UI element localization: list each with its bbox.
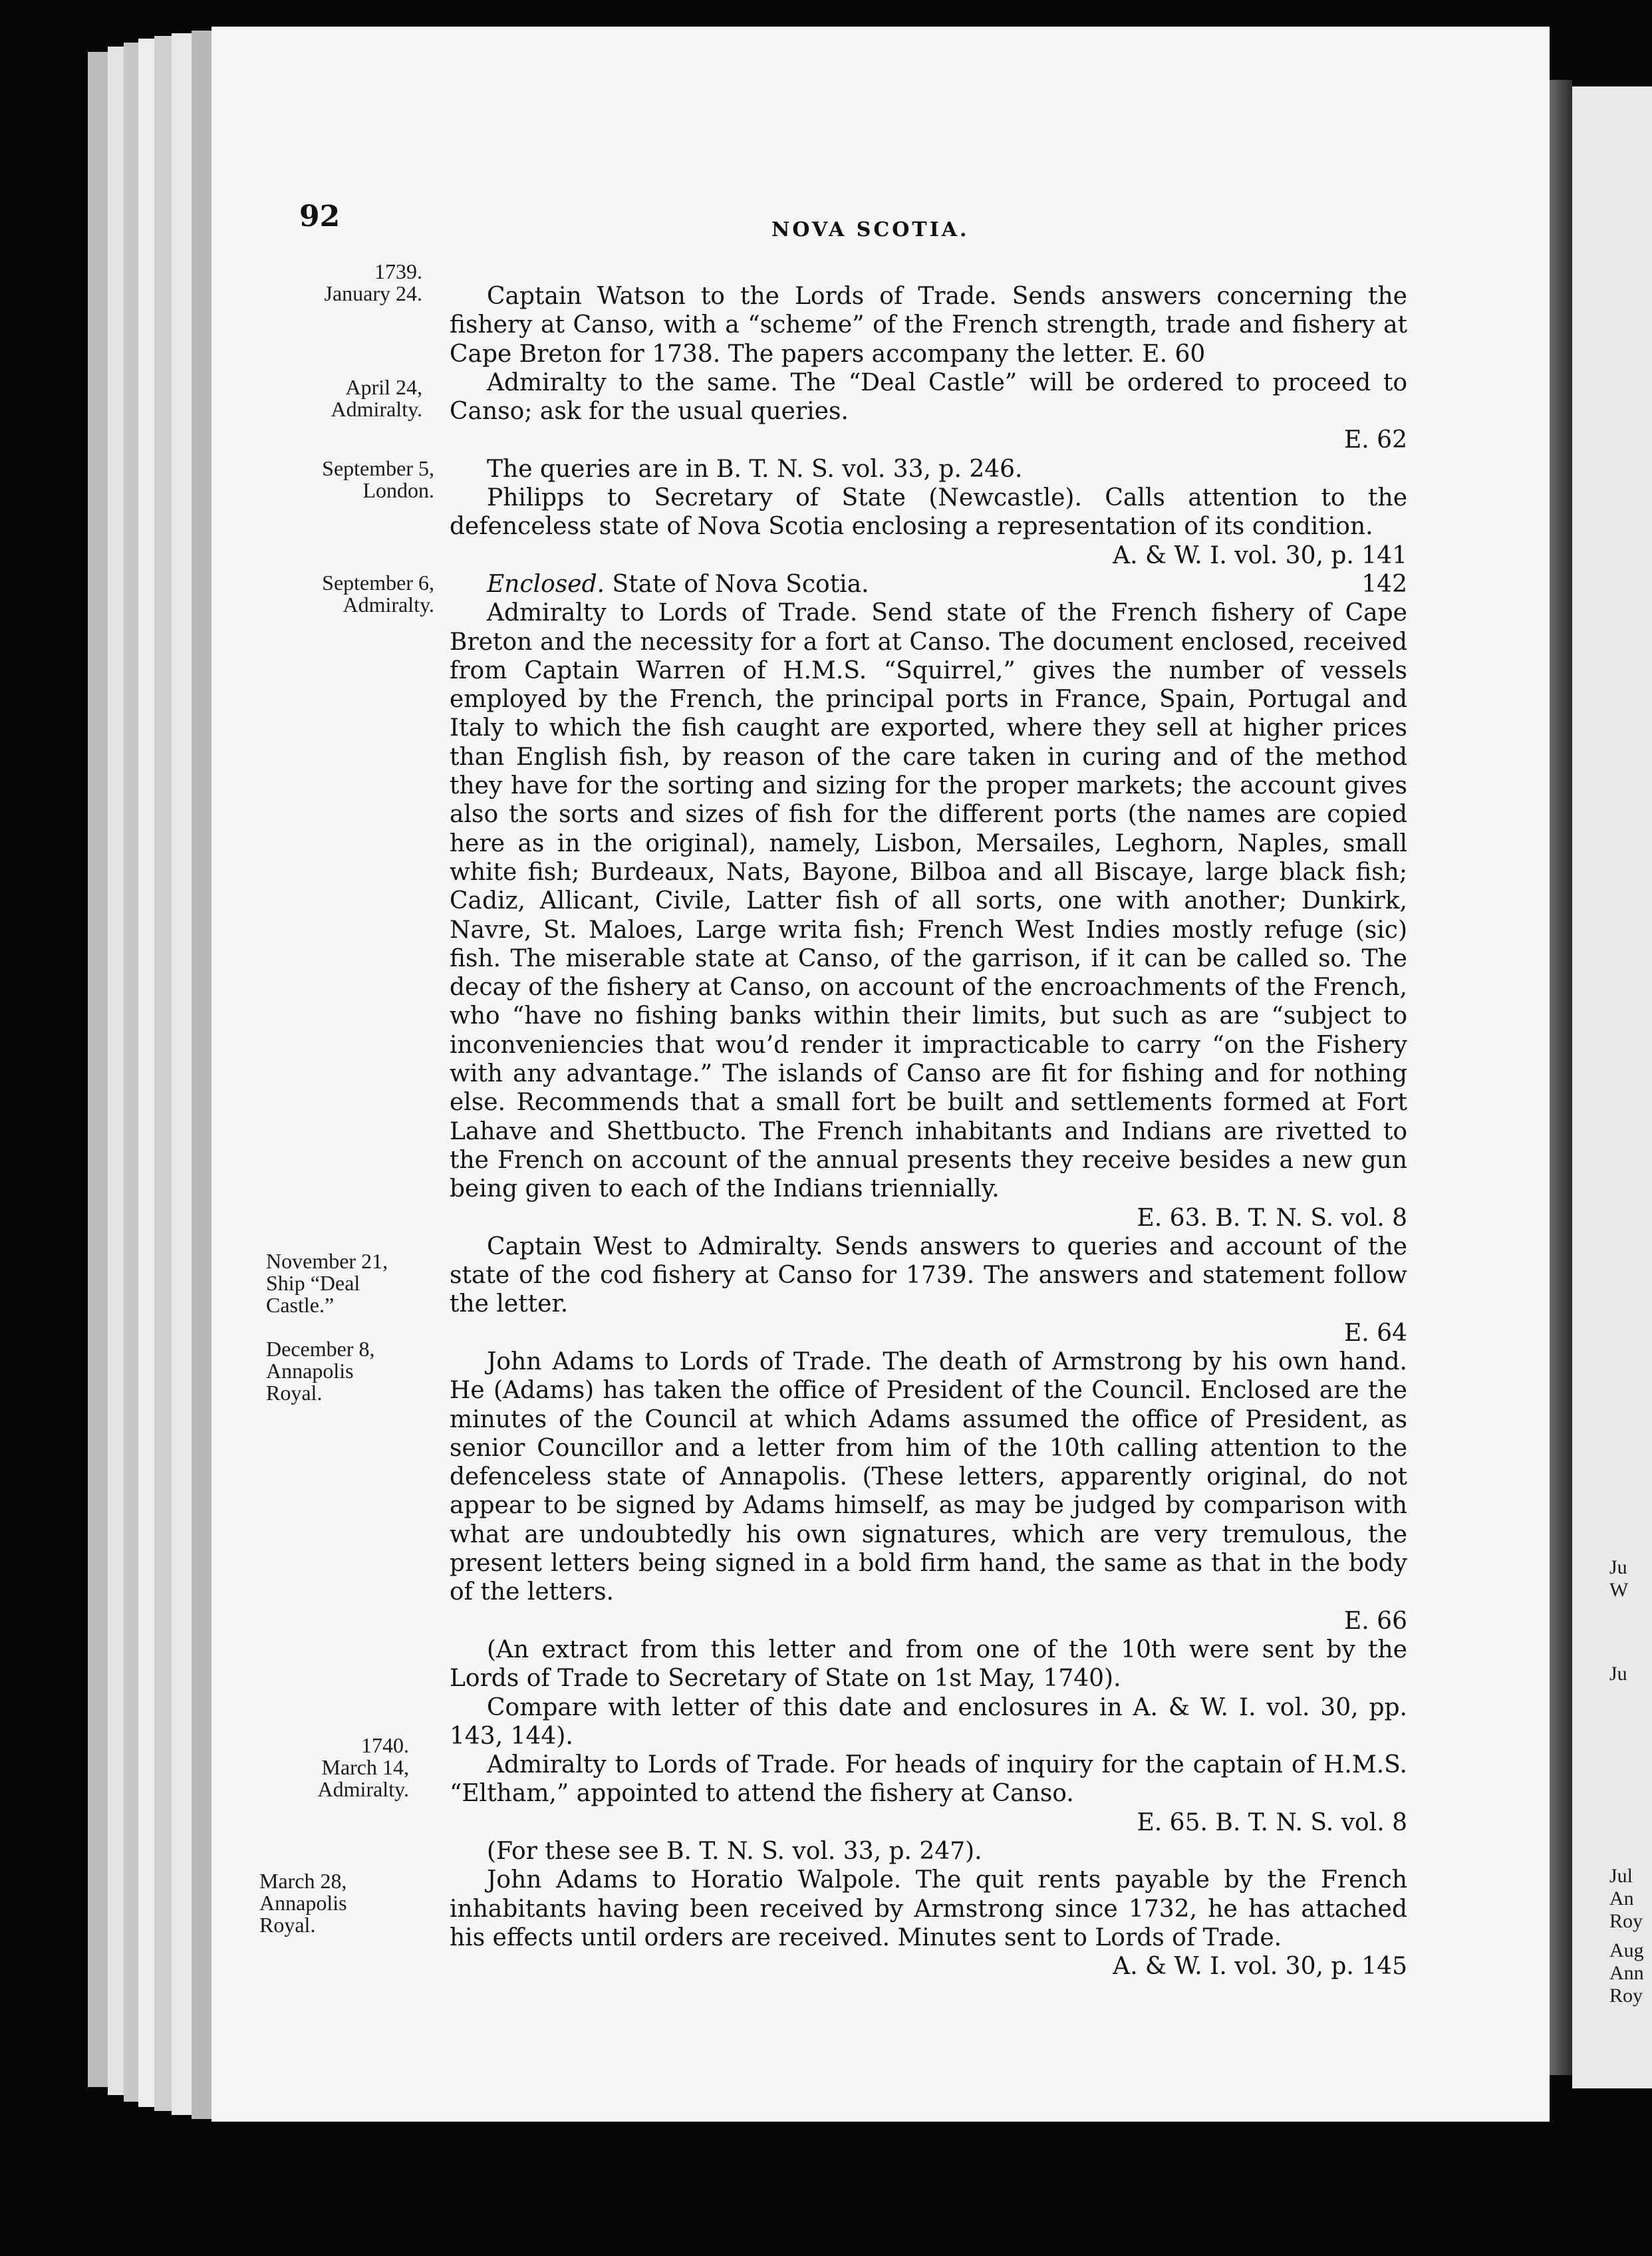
margin-note: September 6, Admiralty. (322, 571, 434, 617)
facing-page-fragment: Roy (1609, 1910, 1643, 1932)
entry-paragraph: Compare with letter of this date and enclosures in A. & W. I. vol. 30, pp. 143, 144). (450, 1693, 1407, 1750)
entry-paragraph: Admiralty to the same. The “Deal Castle” will be ordered to proceed to Canso; ask for the usual queries. E. 62 (450, 368, 1407, 454)
margin-note: 1739. January 24. (324, 259, 422, 305)
facing-page-fragment: An (1609, 1888, 1634, 1909)
entry-paragraph: John Adams to Horatio Walpole. The quit rents payable by the French inhabitants having been received by Armstrong since 1732, he has attached his effects until orders are received. Minutes sent to Lords of Trade. A. & W. I. vol. 30, p. 145 (450, 1866, 1407, 1981)
entry-paragraph: Philipps to Secretary of State (Newcastle). Calls attention to the defenceless state of Nova Scotia enclosing a representation of its condition. A. & W. I. vol. 30, p. 141 (450, 484, 1407, 569)
enclosed-label: Enclosed. (487, 570, 605, 598)
entry-paragraph: Admiralty to Lords of Trade. Send state of the French fishery of Cape Breton and the necessity for a fort at Canso. The document enclosed, received from Captain Warren of H.M.S. “Squirrel,” gives the number of vessels employed by the French, the principal ports in France, Spain, Portugal and Italy to which the fish caught are exported, where they sell at higher prices than English fish, by reason of the care taken in curing and of the method they have for the sorting and sizing for the proper markets; the account gives also the sorts and sizes of fish for the different ports (the names are copied here as in the original), namely, Lisbon, Mersailes, Leghorn, Naples, small white fish; Burdeaux, Nats, Bayone, Bilboa and all Biscaye, large black fish; Cadiz, Allicant, Civile, Latter fish of all sorts, one with another; Dunkirk, Navre, St. Maloes, Large writa fish; French West Indies mostly refuge (sic) fish. The miserable state at Canso, of the garrison, if it can be called so. The decay of the fishery at Canso, on account of the encroachments of the French, who “have no fishing banks within their limits, but such as are “subject to inconveniencies that wou’d render it impracticable to carry “on the Fishery with any advantage.” The islands of Canso are fit for fishing and for nothing else. Recommends that a small fort be built and settlements formed at Fort Lahave and Shettbucto. The French inhabitants and Indians are rivetted to the French on account of the annual presents they receive besides a new gun being given to each of the Indians triennially. E. 63. B. T. N. S. vol. 8 (450, 599, 1407, 1232)
reference: E. 63. B. T. N. S. vol. 8 (1137, 1204, 1407, 1232)
reference: 142 (1361, 570, 1407, 598)
facing-page-fragment: Jul (1609, 1865, 1633, 1887)
page-edge (172, 33, 192, 2115)
reference: E. 65. B. T. N. S. vol. 8 (1137, 1808, 1407, 1836)
page-edge (124, 43, 138, 2102)
margin-note: 1740. March 14, Admiralty. (317, 1733, 409, 1801)
page-edge (192, 31, 211, 2119)
page-edge (88, 52, 108, 2087)
entry-paragraph: Admiralty to Lords of Trade. For heads of inquiry for the captain of H.M.S. “Eltham,” appointed to attend the fishery at Canso. E. 65. B. T. N. S. vol. 8 (450, 1751, 1407, 1836)
entry-paragraph: The queries are in B. T. N. S. vol. 33, p. 246. (487, 455, 1023, 483)
running-head: NOVA SCOTIA. (771, 218, 970, 241)
facing-page-fragment: Ann (1609, 1962, 1644, 1984)
reference: E. 66 (1344, 1607, 1407, 1635)
page-edge (138, 39, 154, 2107)
reference: A. & W. I. vol. 30, p. 141 (1113, 541, 1407, 569)
margin-note: March 28, Annapolis Royal. (259, 1869, 347, 1937)
facing-page-fragment: Ju (1609, 1556, 1627, 1578)
entry-paragraph: Enclosed. State of Nova Scotia. 142 (487, 570, 1407, 598)
facing-page-fragment: Aug (1609, 1939, 1644, 1961)
page-number: 92 (299, 200, 341, 233)
reference: E. 62 (1344, 426, 1407, 454)
margin-note: December 8, Annapolis Royal. (266, 1337, 375, 1405)
page-edge (108, 47, 124, 2095)
book-gutter (1550, 80, 1572, 2075)
entry-paragraph: Captain West to Admiralty. Sends answers to queries and account of the state of the cod fishery at Canso for 1739. The answers and statement follow the letter. E. 64 (450, 1232, 1407, 1347)
entry-paragraph: (An extract from this letter and from one of the 10th were sent by the Lords of Trade to Secretary of State on 1st May, 1740). (450, 1635, 1407, 1693)
facing-page (1572, 86, 1652, 2088)
facing-page-fragment: Roy (1609, 1985, 1643, 2007)
reference: E. 64 (1344, 1319, 1407, 1347)
margin-note: September 5, London. (322, 456, 434, 502)
entry-paragraph: John Adams to Lords of Trade. The death of Armstrong by his own hand. He (Adams) has taken the office of President of the Council. Enclosed are the minutes of the Council at which Adams assumed the office of President, as senior Councillor and a letter from him of the 10th calling attention to the defenceless state of Annapolis. (These letters, apparently original, do not appear to be signed by Adams himself, as may be judged by comparison with what are undoubtedly his own signatures, which are very tremulous, the present letters being signed in a bold firm hand, the same as that in the body of the letters. E. 66 (450, 1347, 1407, 1635)
facing-page-fragment: Ju (1609, 1663, 1627, 1685)
entry-paragraph: (For these see B. T. N. S. vol. 33, p. 247). (487, 1838, 982, 1866)
margin-note: April 24, Admiralty. (331, 375, 422, 421)
margin-note: November 21, Ship “Deal Castle.” (266, 1249, 388, 1317)
facing-page-fragment: W (1609, 1579, 1629, 1601)
document-body (450, 282, 1407, 1981)
entry-paragraph: Captain Watson to the Lords of Trade. Sends answers concerning the fishery at Canso, with a “scheme” of the French strength, trade and fishery at Cape Breton for 1738. The papers accompany the letter. E. 60 (450, 283, 1407, 368)
page-edge (154, 36, 172, 2111)
reference: A. & W. I. vol. 30, p. 145 (1113, 1953, 1407, 1981)
